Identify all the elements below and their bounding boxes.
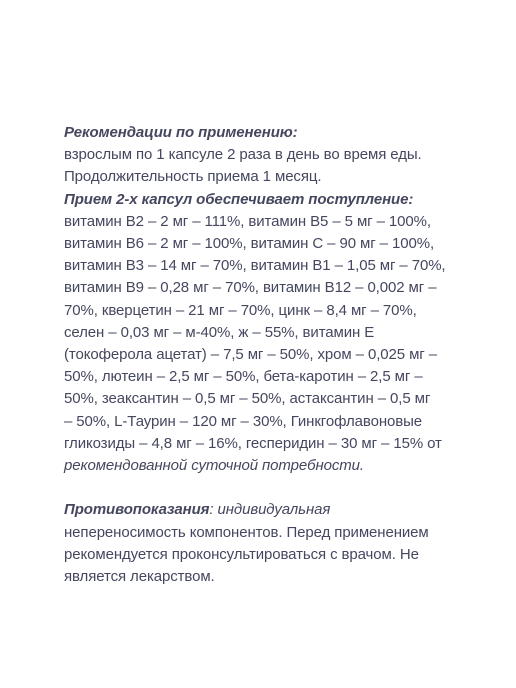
composition-line: витамин B3 – 14 мг – 70%, витамин B1 – 1,05 мг – 70%, (64, 257, 446, 275)
composition-heading: Прием 2-х капсул обеспечивает поступление: (64, 190, 414, 208)
composition-line: витамин B9 – 0,28 мг – 70%, витамин B12 – 0,002 мг – (64, 279, 437, 297)
contraindications-line: рекомендуется проконсультироваться с врачом. Не (64, 545, 419, 563)
contraindications-line: является лекарством. (64, 568, 215, 586)
recommendations-heading: Рекомендации по применению: (64, 124, 298, 141)
contraindications-heading: Противопоказания (64, 501, 210, 519)
composition-line: 70%, кверцетин – 21 мг – 70%, цинк – 8,4 мг – 70%, (64, 301, 417, 319)
composition-line: 50%, зеаксантин – 0,5 мг – 50%, астаксантин – 0,5 мг (64, 390, 431, 408)
contraindications-intro: : индивидуальная (209, 501, 331, 519)
composition-line: витамин B2 – 2 мг – 111%, витамин B5 – 5 мг – 100%, (64, 212, 431, 230)
composition-line: 50%, лютеин – 2,5 мг – 50%, бета-каротин – 2,5 мг – (64, 368, 423, 386)
composition-line: гликозиды – 4,8 мг – 16%, гесперидин – 30 мг – 15% от (64, 434, 442, 452)
composition-line: – 50%, L-Таурин – 120 мг – 30%, Гинкгофлавоновые (64, 412, 423, 430)
composition-footnote: рекомендованной суточной потребности. (64, 457, 364, 475)
usage-text-block (64, 122, 456, 588)
composition-line: витамин B6 – 2 мг – 100%, витамин С – 90 мг – 100%, (64, 235, 435, 253)
section-spacer (64, 477, 456, 499)
contraindications-first-line (64, 499, 456, 521)
recommendations-dosage: взрослым по 1 капсуле 2 раза в день во время еды. (64, 146, 422, 164)
composition-line: селен – 0,03 мг – м-40%, ж – 55%, витамин Е (64, 323, 375, 341)
contraindications-line: непереносимость компонентов. Перед применением (64, 523, 429, 541)
recommendations-duration: Продолжительность приема 1 месяц. (64, 168, 322, 186)
composition-line: (токоферола ацетат) – 7,5 мг – 50%, хром – 0,025 мг – (64, 346, 437, 364)
